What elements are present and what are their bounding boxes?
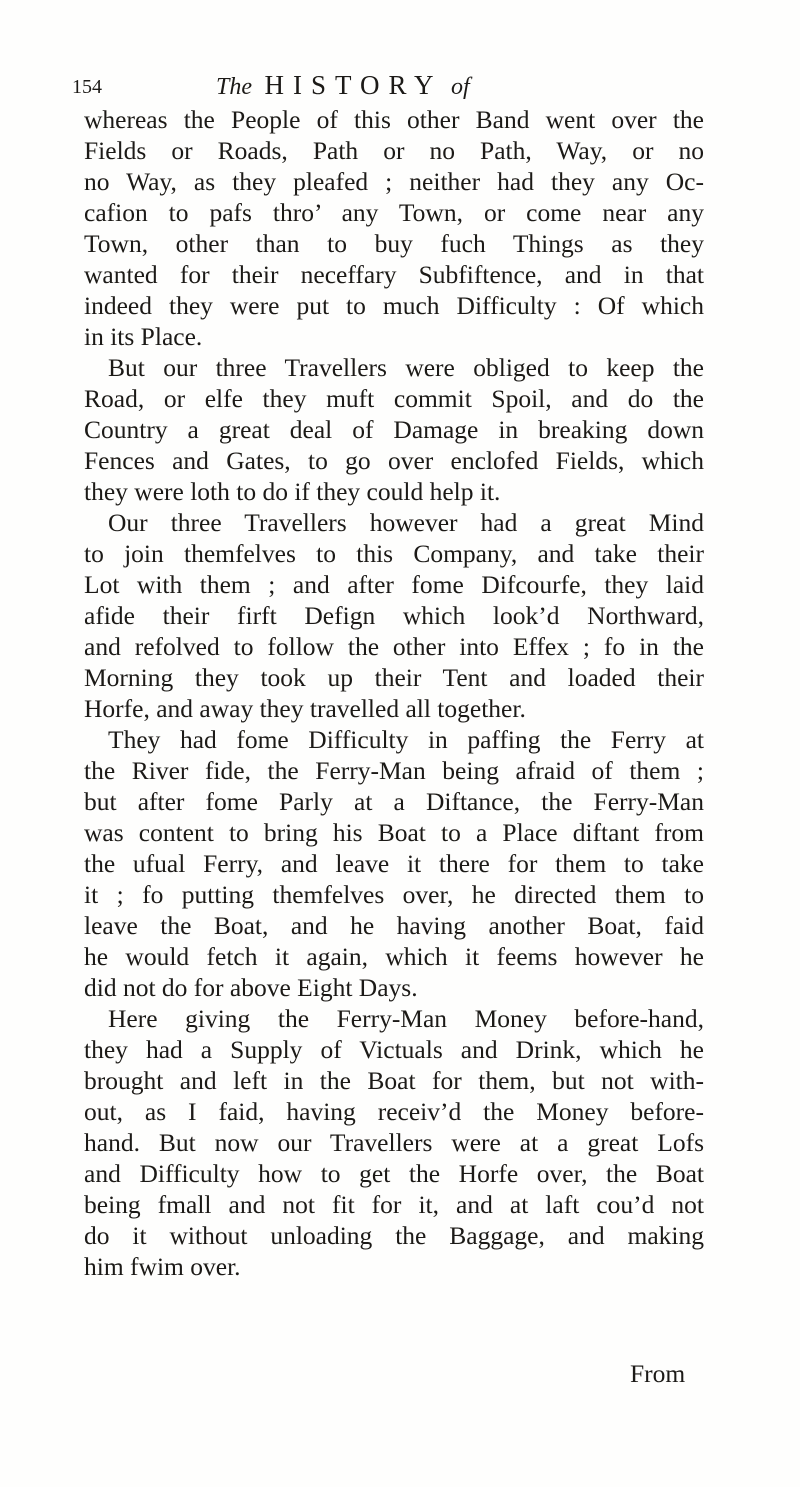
text-line: Our three Travellers however had a great Mind bbox=[108, 508, 704, 537]
text-line: being fmall and not fit for it, and at laft cou’d not bbox=[84, 1190, 704, 1219]
catchword: From bbox=[630, 1359, 686, 1388]
text-line: was content to bring his Boat to a Place diftant from bbox=[84, 818, 704, 847]
text-line: But our three Travellers were obliged to keep the bbox=[108, 353, 704, 382]
text-line: the River fide, the Ferry-Man being afraid of them ; bbox=[84, 756, 704, 785]
text-line: him fwim over. bbox=[84, 1252, 241, 1281]
text-line: wanted for their neceffary Subfiftence, and in that bbox=[84, 260, 704, 289]
text-line: Fields or Roads, Path or no Path, Way, or no bbox=[84, 136, 704, 165]
text-line: in its Place. bbox=[84, 322, 203, 351]
page-number: 154 bbox=[72, 76, 102, 98]
text-line: indeed they were put to much Difficulty : Of which bbox=[84, 291, 704, 320]
text-line: leave the Boat, and he having another Boat, faid bbox=[84, 911, 704, 940]
text-line: it ; fo putting themfelves over, he directed them to bbox=[84, 880, 704, 909]
text-line: whereas the People of this other Band went over the bbox=[84, 105, 704, 134]
text-line: Road, or elfe they muft commit Spoil, and do the bbox=[84, 384, 704, 413]
text-line: brought and left in the Boat for them, but not with- bbox=[84, 1066, 704, 1095]
body-text bbox=[84, 104, 704, 1282]
text-line: Horfe, and away they travelled all together. bbox=[84, 694, 526, 723]
text-line: Morning they took up their Tent and loaded their bbox=[84, 663, 704, 692]
text-line: do it without unloading the Baggage, and making bbox=[84, 1221, 704, 1250]
text-line: Country a great deal of Damage in breaking down bbox=[84, 415, 704, 444]
running-title bbox=[216, 70, 470, 101]
text-line: the ufual Ferry, and leave it there for them to take bbox=[84, 849, 704, 878]
text-line: did not do for above Eight Days. bbox=[84, 973, 418, 1002]
running-title-the: The bbox=[216, 74, 252, 100]
running-header bbox=[70, 68, 690, 108]
text-line: to join themfelves to this Company, and take their bbox=[84, 539, 704, 568]
text-line: they were loth to do if they could help it. bbox=[84, 477, 501, 506]
text-line: and Difficulty how to get the Horfe over, the Boat bbox=[84, 1159, 704, 1188]
text-line: hand. But now our Travellers were at a great Lofs bbox=[84, 1128, 704, 1157]
text-line: Lot with them ; and after fome Difcourfe, they laid bbox=[84, 570, 704, 599]
text-line: but after fome Parly at a Diftance, the Ferry-Man bbox=[84, 787, 704, 816]
running-title-history: HISTORY bbox=[264, 70, 443, 100]
text-line: Fences and Gates, to go over enclofed Fields, which bbox=[84, 446, 704, 475]
text-line: and refolved to follow the other into Effex ; fo in the bbox=[84, 632, 704, 661]
text-line: no Way, as they pleafed ; neither had they any Oc- bbox=[84, 167, 704, 196]
text-line: Town, other than to buy fuch Things as they bbox=[84, 229, 704, 258]
text-line: cafion to pafs thro’ any Town, or come near any bbox=[84, 198, 704, 227]
text-line: afide their firft Defign which look’d Northward, bbox=[84, 601, 704, 630]
text-line: out, as I faid, having receiv’d the Money before- bbox=[84, 1097, 704, 1126]
running-title-of: of bbox=[451, 74, 470, 100]
text-line: Here giving the Ferry-Man Money before-hand, bbox=[108, 1004, 704, 1033]
text-line: They had fome Difficulty in paffing the Ferry at bbox=[108, 725, 704, 754]
text-line: they had a Supply of Victuals and Drink, which he bbox=[84, 1035, 704, 1064]
text-line: he would fetch it again, which it feems however he bbox=[84, 942, 704, 971]
